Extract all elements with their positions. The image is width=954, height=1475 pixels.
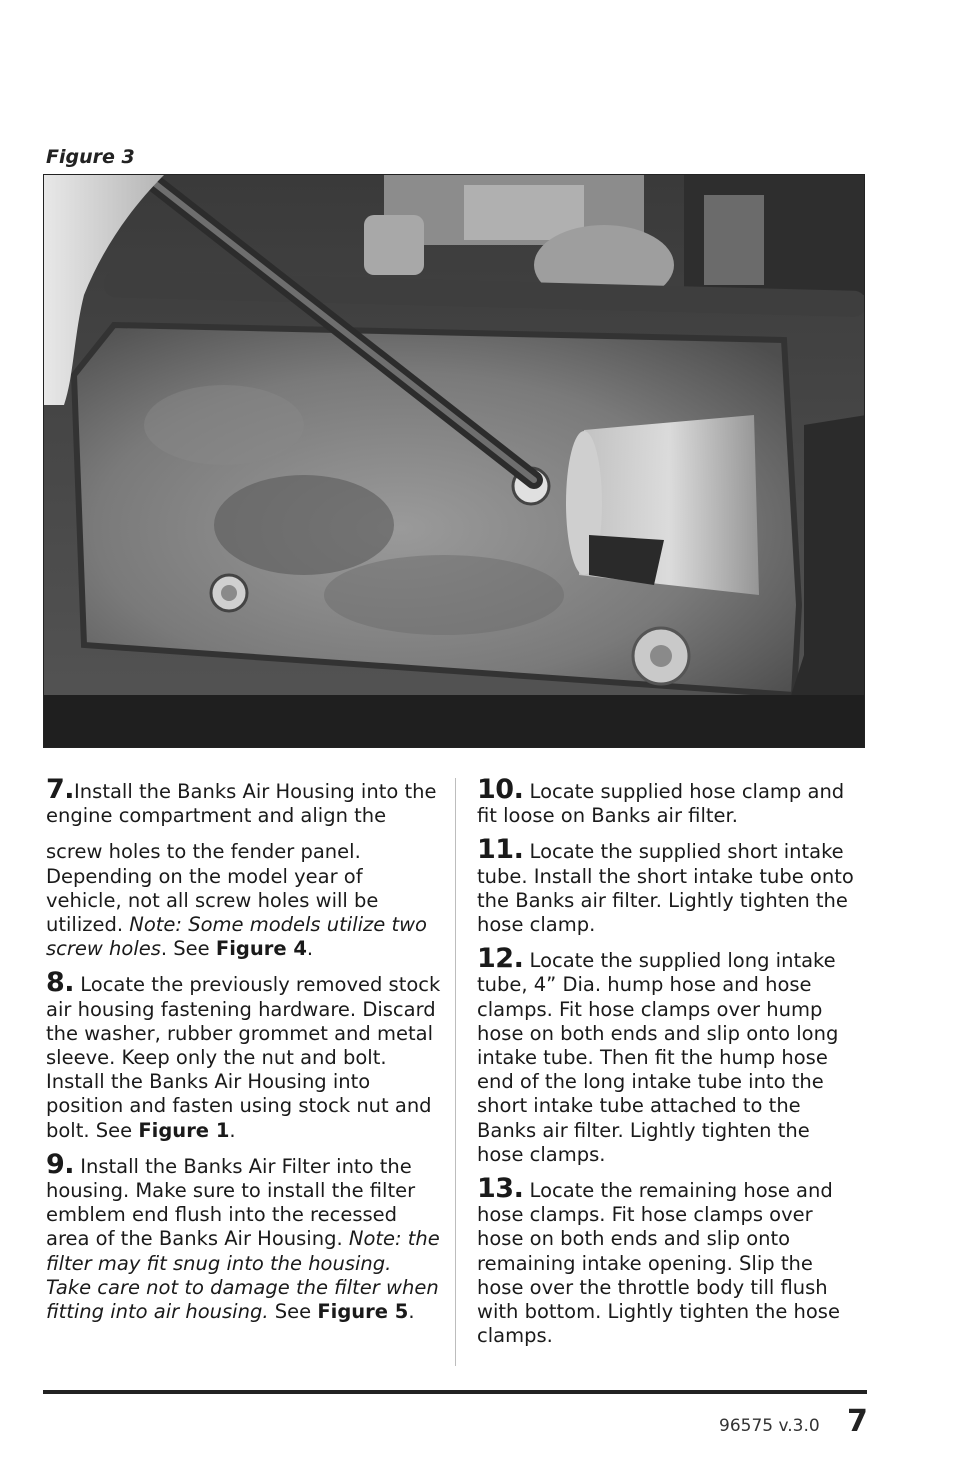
step-7-number: 7. bbox=[46, 774, 75, 805]
step-7-end: . bbox=[306, 937, 314, 961]
step-13-number: 13. bbox=[477, 1173, 524, 1205]
figure-3-photo bbox=[43, 174, 865, 748]
step-12-number: 12. bbox=[477, 943, 524, 975]
step-7-text-a: Install the Banks Air Housing into the engine compartment and align the bbox=[46, 780, 437, 828]
step-8-end: . bbox=[229, 1118, 236, 1142]
figure-4-reference: Figure 4 bbox=[215, 937, 307, 961]
footer-rule bbox=[43, 1390, 867, 1394]
step-7-text-b: screw holes to the fender panel. Depending on the model year of vehicle, not all screw holes will be utilized. bbox=[46, 840, 379, 937]
step-9-note: Note: the filter may fit snug into the housing. Take care not to damage the filter when fitting into air housing. bbox=[46, 1227, 440, 1324]
right-column bbox=[477, 774, 862, 1358]
figure-caption: Figure 3 bbox=[46, 146, 135, 168]
step-10-number: 10. bbox=[477, 774, 524, 805]
document-id: 96575 v.3.0 bbox=[719, 1416, 820, 1436]
figure-5-reference: Figure 5 bbox=[317, 1300, 409, 1324]
step-9-see: See bbox=[268, 1300, 318, 1324]
step-11-number: 11. bbox=[477, 834, 524, 866]
step-9-end: . bbox=[408, 1300, 415, 1324]
column-divider bbox=[455, 778, 456, 1366]
step-7-note: Note: Some models utilize two screw holes bbox=[46, 913, 427, 961]
step-10 bbox=[477, 774, 862, 828]
step-7 bbox=[46, 774, 441, 961]
step-9-text: Install the Banks Air Filter into the housing. Make sure to install the filter emblem end flush into the recessed area of the Banks Air Housing. bbox=[46, 1154, 416, 1251]
step-13-text: Locate the remaining hose and hose clamps. Fit hose clamps over hose on both ends and slip onto remaining intake opening. Slip the hose over the throttle body till flush with bottom. Lightly tighten the hose clamps. bbox=[477, 1179, 840, 1348]
step-11 bbox=[477, 834, 862, 937]
step-9-number: 9. bbox=[46, 1148, 75, 1180]
step-7-see: . See bbox=[160, 937, 216, 961]
step-11-text: Locate the supplied short intake tube. Install the short intake tube onto the Banks air filter. Lightly tighten the hose clamp. bbox=[477, 840, 854, 937]
step-12 bbox=[477, 943, 862, 1167]
step-8 bbox=[46, 967, 441, 1142]
step-9 bbox=[46, 1148, 441, 1324]
figure-1-reference: Figure 1 bbox=[138, 1118, 230, 1142]
step-10-text: Locate supplied hose clamp and fit loose on Banks air filter. bbox=[477, 780, 845, 828]
step-13 bbox=[477, 1173, 862, 1348]
left-column bbox=[46, 774, 441, 1334]
step-12-text: Locate the supplied long intake tube, 4” Dia. hump hose and hose clamps. Fit hose clamps over hump hose on both ends and slip onto long intake tube. Then fit the hump hose end of the long intake tube into the short intake tube attached to the Banks air filter. Lightly tighten the hose clamps. bbox=[477, 949, 839, 1166]
step-8-text: Locate the previously removed stock air housing fastening hardware. Discard the washer, rubber grommet and metal sleeve. Keep only the nut and bolt. Install the Banks Air Housing into position and fasten using stock nut and bolt. See bbox=[46, 973, 441, 1142]
engine-compartment-photo bbox=[44, 175, 865, 748]
paragraph-gap bbox=[46, 828, 441, 840]
step-8-number: 8. bbox=[46, 967, 75, 999]
page-number: 7 bbox=[847, 1404, 868, 1439]
